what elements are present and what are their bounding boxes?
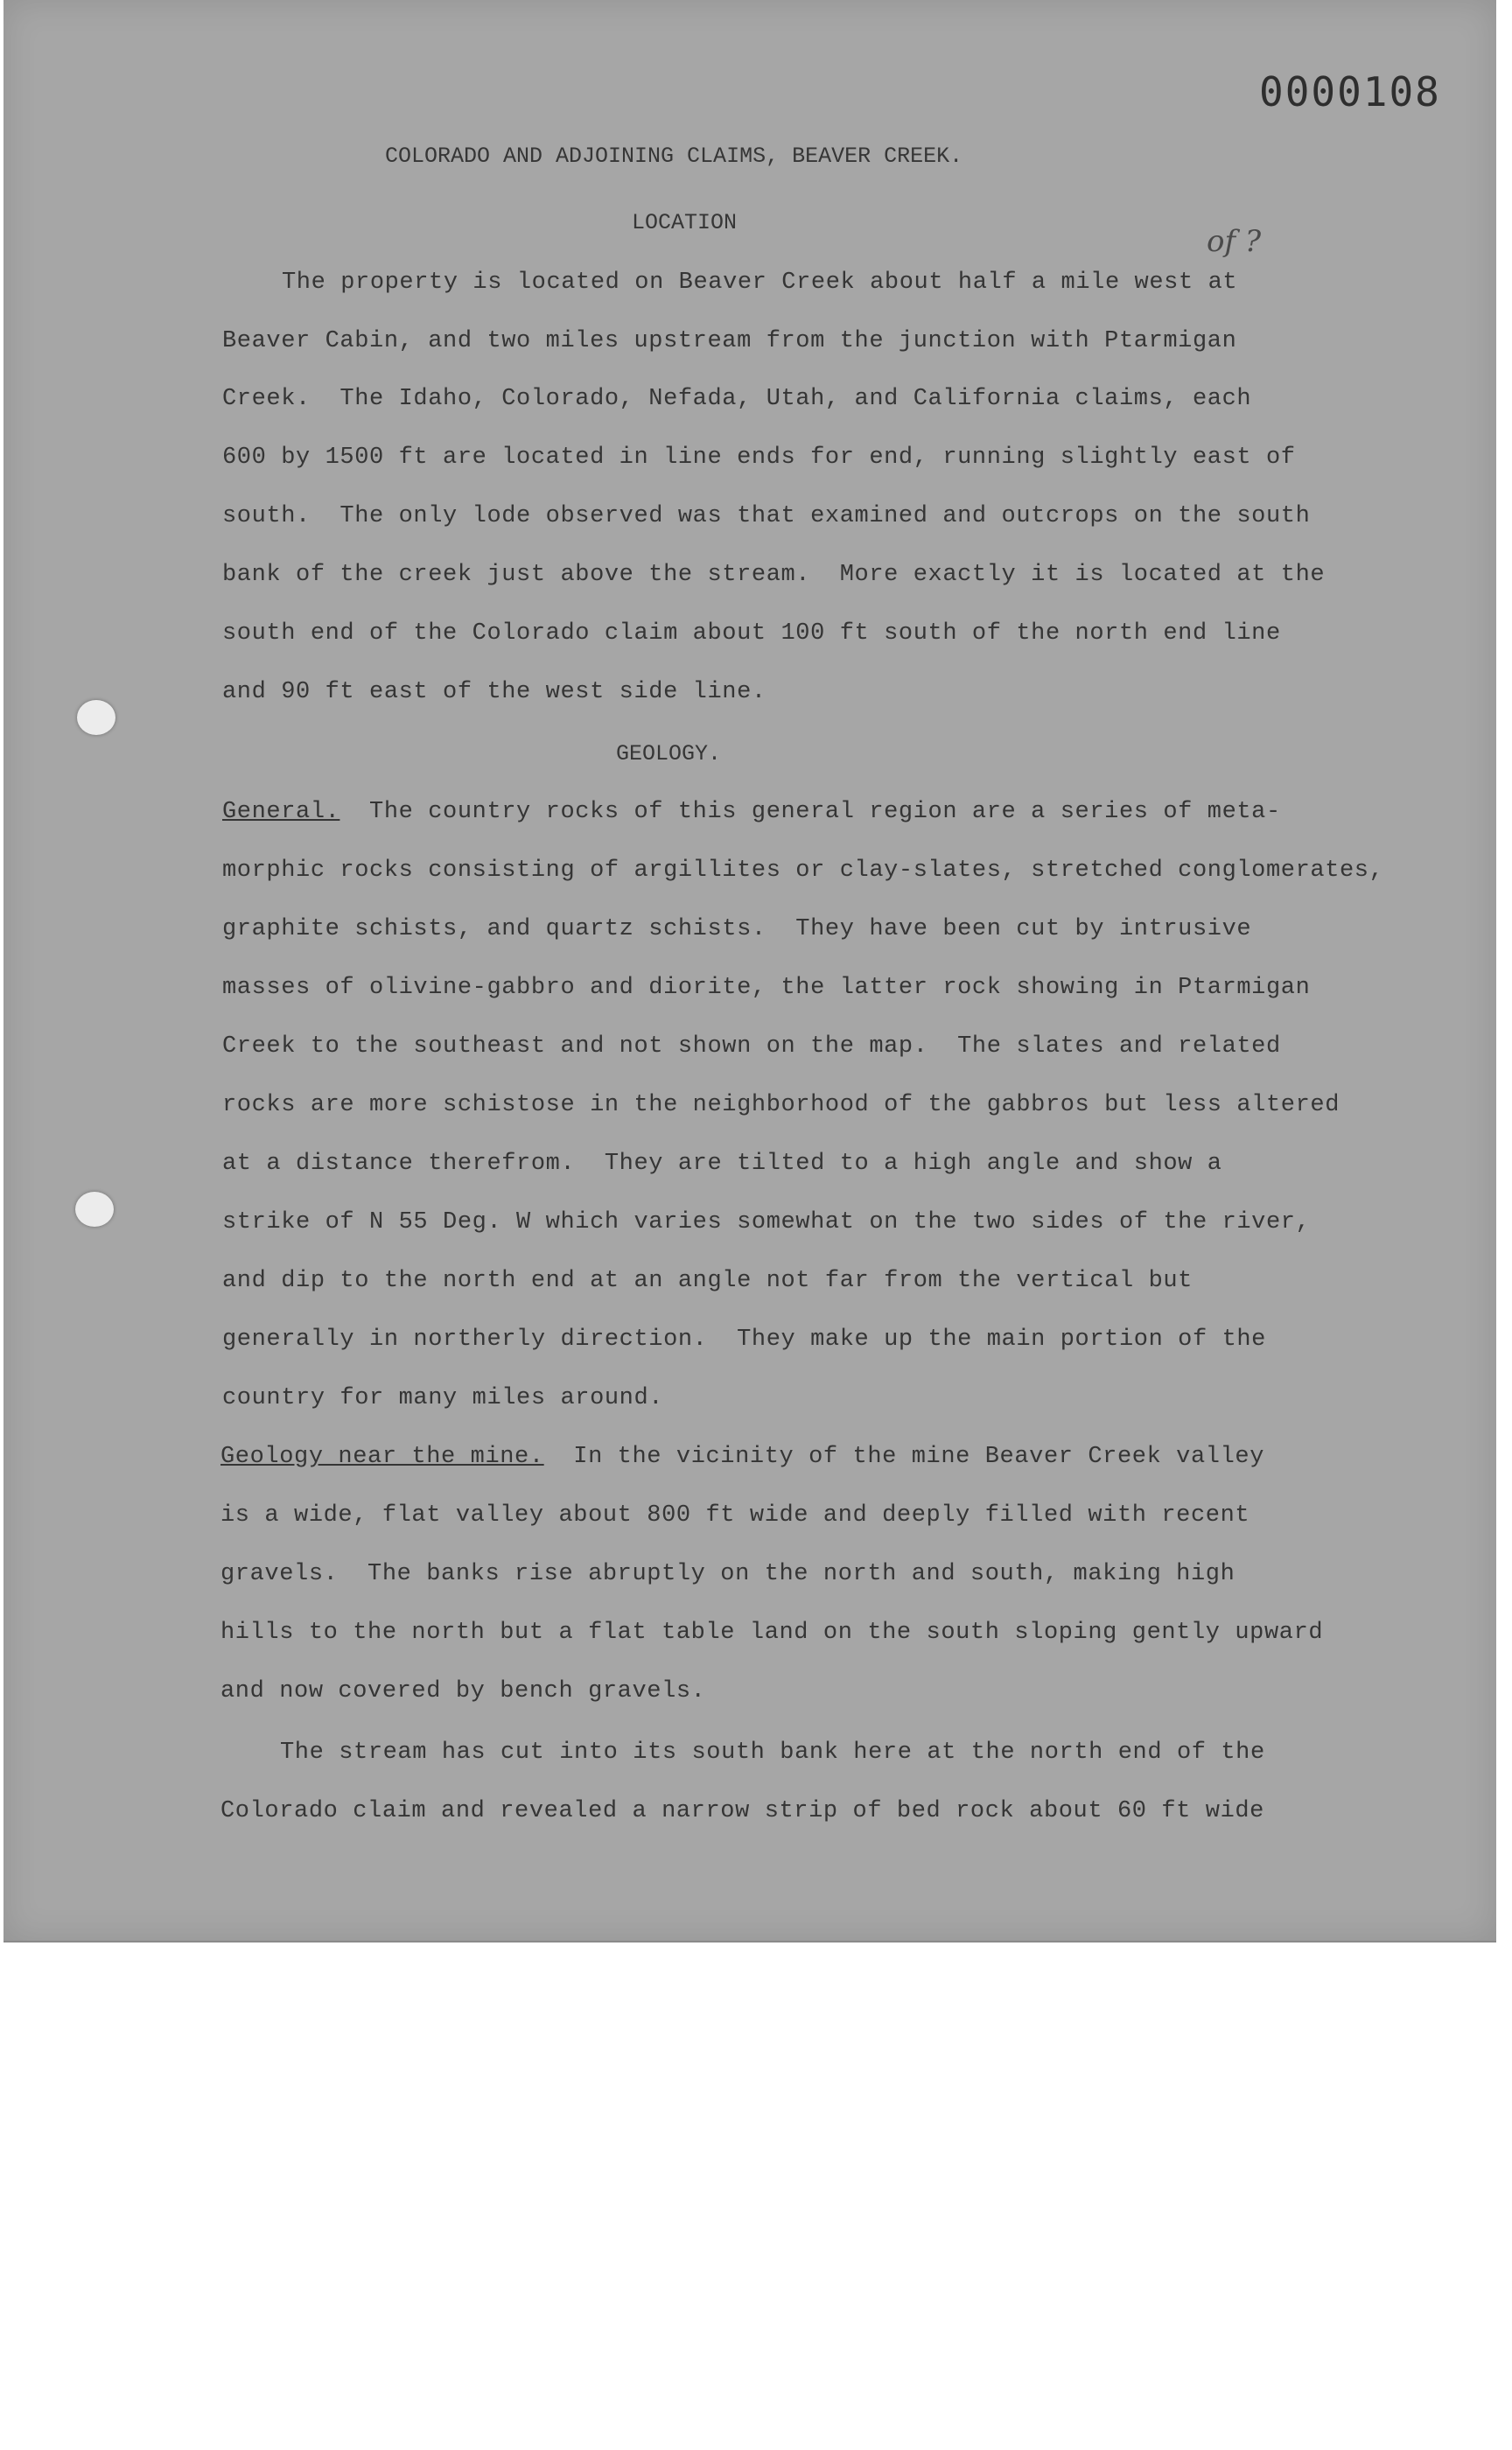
location-line: Beaver Cabin, and two miles upstream from the junction with Ptarmigan: [222, 328, 1237, 354]
document-page: [4, 0, 1496, 1942]
general-label: General.: [222, 799, 340, 825]
location-line: Creek. The Idaho, Colorado, Nefada, Utah, and California claims, each: [222, 386, 1252, 412]
mine-line: hills to the north but a flat table land on the south sloping gently upward: [220, 1620, 1324, 1646]
location-line: south end of the Colorado claim about 100 ft south of the north end line: [222, 620, 1281, 647]
mine-line: and now covered by bench gravels.: [220, 1678, 706, 1704]
stream-line: The stream has cut into its south bank here at the north end of the: [280, 1740, 1265, 1766]
location-heading: LOCATION: [632, 210, 738, 235]
mine-first-line: [220, 1444, 1264, 1470]
location-line: and 90 ft east of the west side line.: [222, 679, 766, 705]
location-line: bank of the creek just above the stream. More exactly it is located at the: [222, 562, 1326, 588]
page-title: COLORADO AND ADJOINING CLAIMS, BEAVER CREEK.: [385, 144, 963, 169]
general-line: generally in northerly direction. They make up the main portion of the: [222, 1326, 1266, 1353]
general-first-line: [222, 799, 1281, 825]
stream-line: Colorado claim and revealed a narrow strip of bed rock about 60 ft wide: [220, 1798, 1264, 1824]
general-line: and dip to the north end at an angle not far from the vertical but: [222, 1268, 1193, 1294]
mine-line-text: In the vicinity of the mine Beaver Creek valley: [543, 1444, 1265, 1470]
punch-hole-bottom: [75, 1192, 114, 1227]
general-line: masses of olivine-gabbro and diorite, the latter rock showing in Ptarmigan: [222, 975, 1311, 1001]
handwritten-note: of ?: [1207, 224, 1262, 259]
location-line: 600 by 1500 ft are located in line ends for end, running slightly east of: [222, 444, 1296, 471]
geology-heading: GEOLOGY.: [616, 741, 722, 766]
mine-line: gravels. The banks rise abruptly on the north and south, making high: [220, 1561, 1236, 1587]
general-line: at a distance therefrom. They are tilted to a high angle and show a: [222, 1151, 1222, 1177]
general-line: Creek to the southeast and not shown on the map. The slates and related: [222, 1033, 1281, 1060]
mine-label: Geology near the mine.: [220, 1444, 544, 1470]
general-line: graphite schists, and quartz schists. They have been cut by intrusive: [222, 916, 1252, 942]
location-line: south. The only lode observed was that examined and outcrops on the south: [222, 503, 1311, 529]
document-id: 0000108: [1259, 68, 1441, 116]
general-line: rocks are more schistose in the neighborhood of the gabbros but less altered: [222, 1092, 1340, 1118]
punch-hole-top: [77, 700, 116, 735]
general-line-text: The country rocks of this general region are a series of meta-: [340, 799, 1281, 825]
general-line: morphic rocks consisting of argillites or clay-slates, stretched conglomerates,: [222, 858, 1384, 884]
location-line: The property is located on Beaver Creek about half a mile west at: [282, 270, 1238, 296]
mine-line: is a wide, flat valley about 800 ft wide and deeply filled with recent: [220, 1502, 1250, 1529]
general-line: strike of N 55 Deg. W which varies somewhat on the two sides of the river,: [222, 1209, 1311, 1236]
general-line: country for many miles around.: [222, 1385, 664, 1411]
